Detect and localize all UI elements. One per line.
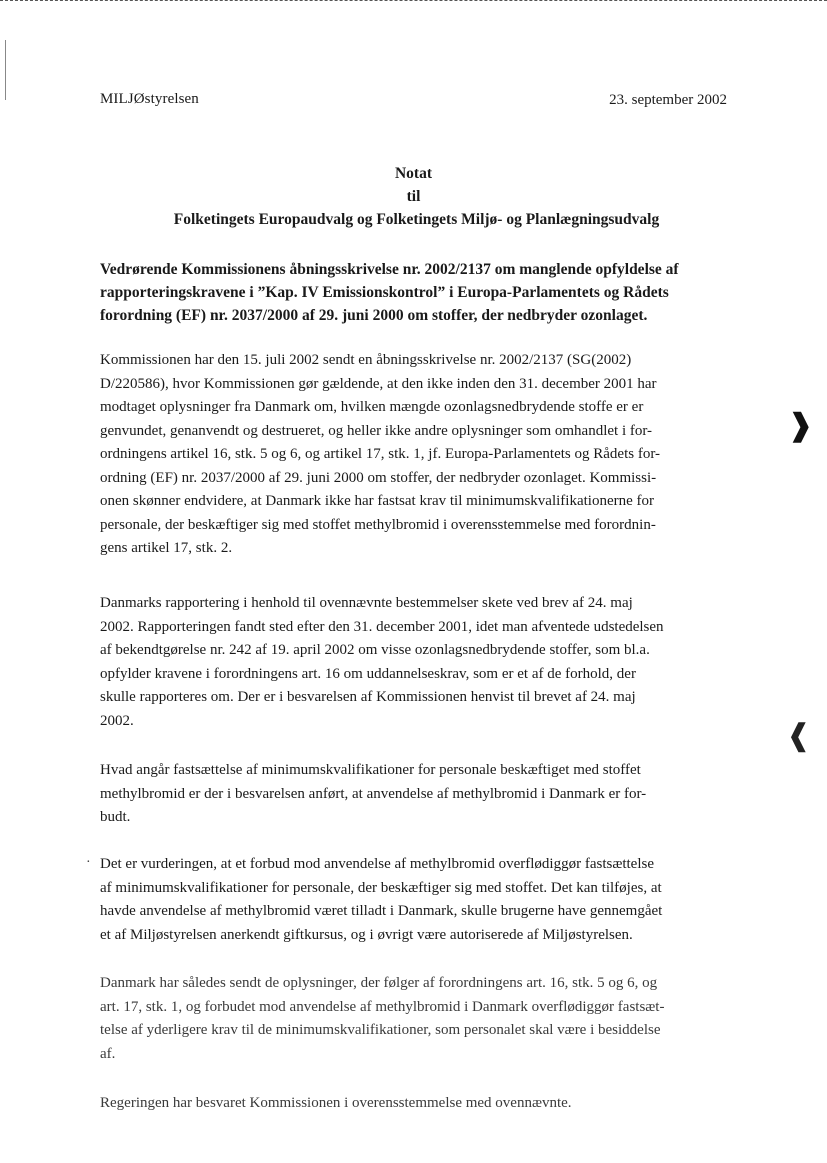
document-date: 23. september 2002	[609, 92, 727, 108]
paragraph-line: Det er vurderingen, at et forbud mod anvendelse af methylbromid overflødiggør fastsættelse	[100, 856, 655, 872]
title-line-2: til	[406, 188, 421, 205]
paragraph-1	[100, 349, 740, 561]
paragraph-line: budt.	[100, 809, 131, 825]
scan-margin-line	[5, 40, 6, 100]
paragraph-line: opfylder kravene i forordningens art. 16 om uddannelseskrav, som er et af de forhold, der	[100, 665, 636, 682]
title-line-3: Folketingets Europaudvalg og Folketingets Miljø- og Planlægningsudvalg	[173, 211, 660, 228]
sender-name: MILJØstyrelsen	[100, 91, 199, 107]
paragraph-line: onen skønner endvidere, at Danmark ikke har fastsat krav til minimumskvalifikationerne for	[100, 493, 654, 509]
paragraph-5	[100, 972, 740, 1066]
paragraph-3	[100, 759, 740, 830]
paragraph-line: Kommissionen har den 15. juli 2002 sendt en åbningsskrivelse nr. 2002/2137 (SG(2002)	[100, 352, 632, 368]
paragraph-line: art. 17, stk. 1, og forbudet mod anvendelse af methylbromid i Danmark overflødiggør fastsæt-	[100, 998, 665, 1015]
paragraph-line: havde anvendelse af methylbromid været tilladt i Danmark, skulle brugerne have gennemgået	[100, 903, 663, 919]
subject-heading	[100, 258, 740, 327]
scan-top-edge	[0, 0, 827, 4]
binder-hole-mark-icon: ❱	[788, 409, 814, 442]
scan-speck: ·	[86, 855, 91, 870]
paragraph-line: Danmark har således sendt de oplysninger, der følger af forordningens art. 16, stk. 5 og 6, og	[100, 975, 658, 991]
binder-hole-mark-icon: ❰	[786, 719, 812, 752]
paragraph-line: Danmarks rapportering i henhold til ovennævnte bestemmelser skete ved brev af 24. maj	[100, 595, 633, 611]
paragraph-line: skulle rapporteres om. Der er i besvarelsen af Kommissionen henvist til brevet af 24. maj	[100, 689, 636, 705]
paragraph-line: methylbromid er der i besvarelsen anført, at anvendelse af methylbromid i Danmark er for-	[100, 785, 647, 802]
paragraph-2	[100, 592, 740, 733]
paragraph-line: et af Miljøstyrelsen anerkendt giftkursus, og i øvrigt være autoriserede af Miljøstyrelsen.	[100, 926, 633, 943]
document-title	[0, 162, 827, 231]
paragraph-line: D/220586), hvor Kommissionen gør gældende, at den ikke inden den 31. december 2001 har	[100, 375, 657, 392]
paragraph-line: modtaget oplysninger fra Danmark om, hvilken mængde ozonlagsnedbrydende stoffe er er	[100, 399, 644, 415]
paragraph-4	[100, 853, 740, 947]
subject-line: Vedrørende Kommissionens åbningsskrivelse nr. 2002/2137 om manglende opfyldelse af	[100, 261, 679, 278]
paragraph-line: ordningens artikel 16, stk. 5 og 6, og artikel 17, stk. 1, jf. Europa-Parlamentets og Rådets for-	[100, 446, 661, 462]
title-line-1: Notat	[394, 165, 433, 182]
paragraph-line: Regeringen har besvaret Kommissionen i overensstemmelse med ovennævnte.	[100, 1095, 572, 1111]
paragraph-line: ordning (EF) nr. 2037/2000 af 29. juni 2000 om stoffer, der nedbryder ozonlaget. Kommissi-	[100, 469, 657, 486]
paragraph-line: 2002.	[100, 712, 134, 729]
paragraph-line: af bekendtgørelse nr. 242 af 19. april 2002 om visse ozonlagsnedbrydende stoffer, som bl.a.	[100, 642, 650, 658]
paragraph-line: genvundet, genanvendt og destrueret, og heller ikke andre oplysninger som omhandlet i for-	[100, 422, 653, 439]
paragraph-line: af minimumskvalifikationer for personale, der beskæftiger sig med stoffet. Det kan tilføjes, at	[100, 879, 662, 896]
paragraph-line: gens artikel 17, stk. 2.	[100, 540, 233, 556]
subject-line: rapporteringskravene i ”Kap. IV Emissionskontrol” i Europa-Parlamentets og Rådets	[100, 284, 669, 301]
paragraph-line: 2002. Rapporteringen fandt sted efter den 31. december 2001, idet man afventede udstedelsen	[100, 618, 664, 635]
subject-line: forordning (EF) nr. 2037/2000 af 29. juni 2000 om stoffer, der nedbryder ozonlaget.	[100, 307, 648, 324]
paragraph-line: telse af yderligere krav til de minimumskvalifikationer, som personalet skal være i besiddelse	[100, 1022, 661, 1038]
paragraph-line: personale, der beskæftiger sig med stoffet methylbromid i overensstemmelse med forordnin-	[100, 516, 656, 533]
paragraph-6	[100, 1092, 740, 1116]
paragraph-line: af.	[100, 1045, 116, 1062]
paragraph-line: Hvad angår fastsættelse af minimumskvalifikationer for personale beskæftiget med stoffet	[100, 762, 641, 778]
